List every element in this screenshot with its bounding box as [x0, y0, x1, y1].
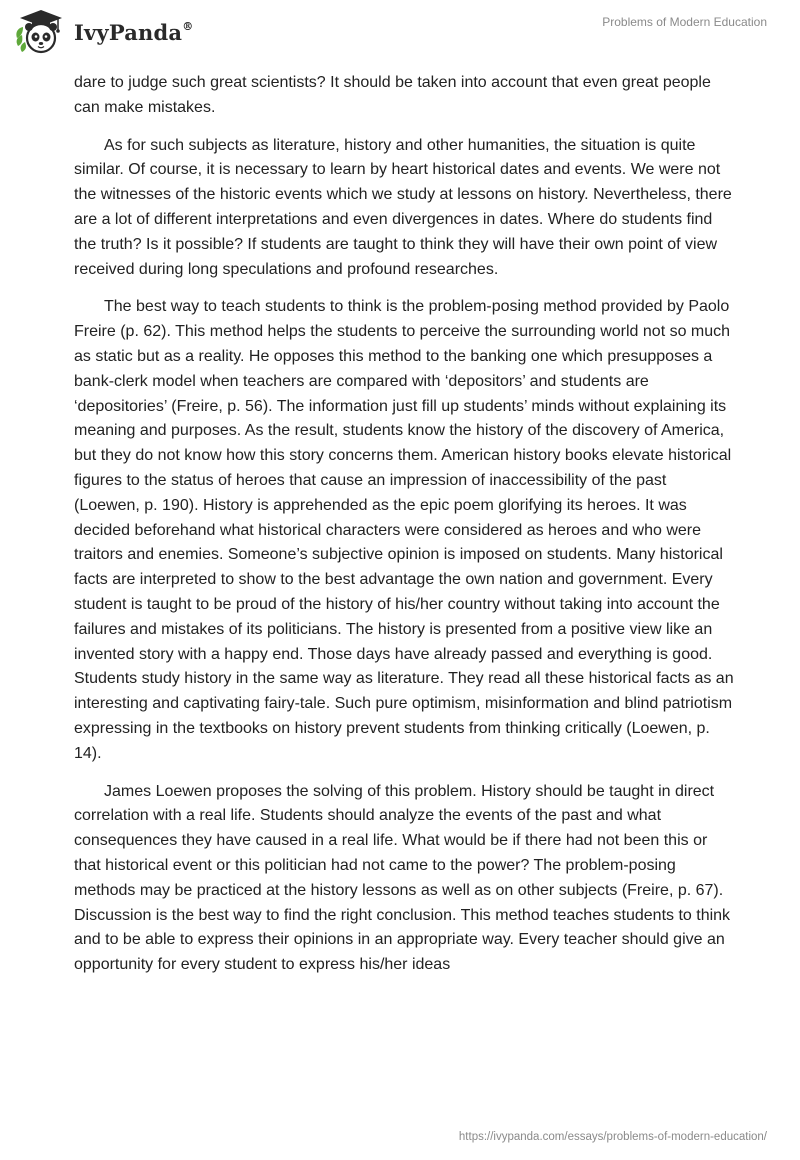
panda-graduate-icon: [14, 8, 68, 56]
page-header: [0, 0, 800, 70]
paragraph-4: James Loewen proposes the solving of this problem. History should be taught in direct correlation with a real life. Students should analyze the events of the past and what consequences they have caused in a real life. What would be if there had not been this or that historical event or this politician had not came to the power? The problem-posing methods may be practiced at the history lessons as well as on other subjects (Freire, p. 67). Discussion is the best way to find the right conclusion. This method teaches students to think and to be able to express their opinions in an appropriate way. Every teacher should give an opportunity for every student to express his/her ideas: [74, 782, 731, 974]
paragraph-2: As for such subjects as literature, history and other humanities, the situation is quite similar. Of course, it is necessary to learn by heart historical dates and events. We were not the witnesses of the historic events which we study at lessons on history. Nevertheless, there are a lot of different interpretations and even divergences in dates. Where do students find the truth? Is it possible? If students are taught to think they will have their own point of view received during long speculations and profound researches.: [74, 136, 732, 278]
brand-name: IvyPanda®: [74, 19, 194, 45]
document-title: Problems of Modern Education: [602, 15, 767, 29]
paragraph-1: dare to judge such great scientists? It should be taken into account that even great people can make mistakes.: [74, 74, 711, 116]
paragraph-3: The best way to teach students to think is the problem-posing method provided by Paolo Freire (p. 62). This method helps the students to perceive the surrounding world not so much as static but as a reality. He opposes this method to the banking one which presupposes a bank-clerk model when teachers are compared with ‘depositors’ and students are ‘depositories’ (Freire, p. 56). The information just fill up students’ minds without explaining its meaning and purposes. As the result, students know the history of the discovery of America, but they do not know how this story concerns them. American history books elevate historical figures to the status of heroes that cause an impression of inaccessibility of the past (Loewen, p. 190). History is apprehended as the epic poem glorifying its heroes. It was decided beforehand what historical characters were considered as heroes and who were traitors and enemies. Someone’s subjective opinion is imposed on students. Many historical facts are interpreted to show to the best advantage the own nation and government. Every student is taught to be proud of the history of his/her country without taking into account the failures and mistakes of its politicians. The history is presented from a positive view like an invented story with a happy end. Those days have already passed and everything is good. Students study history in the same way as literature. They read all these historical facts as an interesting and captivating fairy-tale. Such pure optimism, misinformation and blind patriotism expressing in the textbooks on history prevent students from thinking critically (Loewen, p. 14).: [74, 298, 734, 762]
essay-body: [74, 71, 734, 991]
source-url[interactable]: https://ivypanda.com/essays/problems-of-modern-education/: [458, 1131, 767, 1143]
ivypanda-logo[interactable]: [14, 8, 193, 56]
